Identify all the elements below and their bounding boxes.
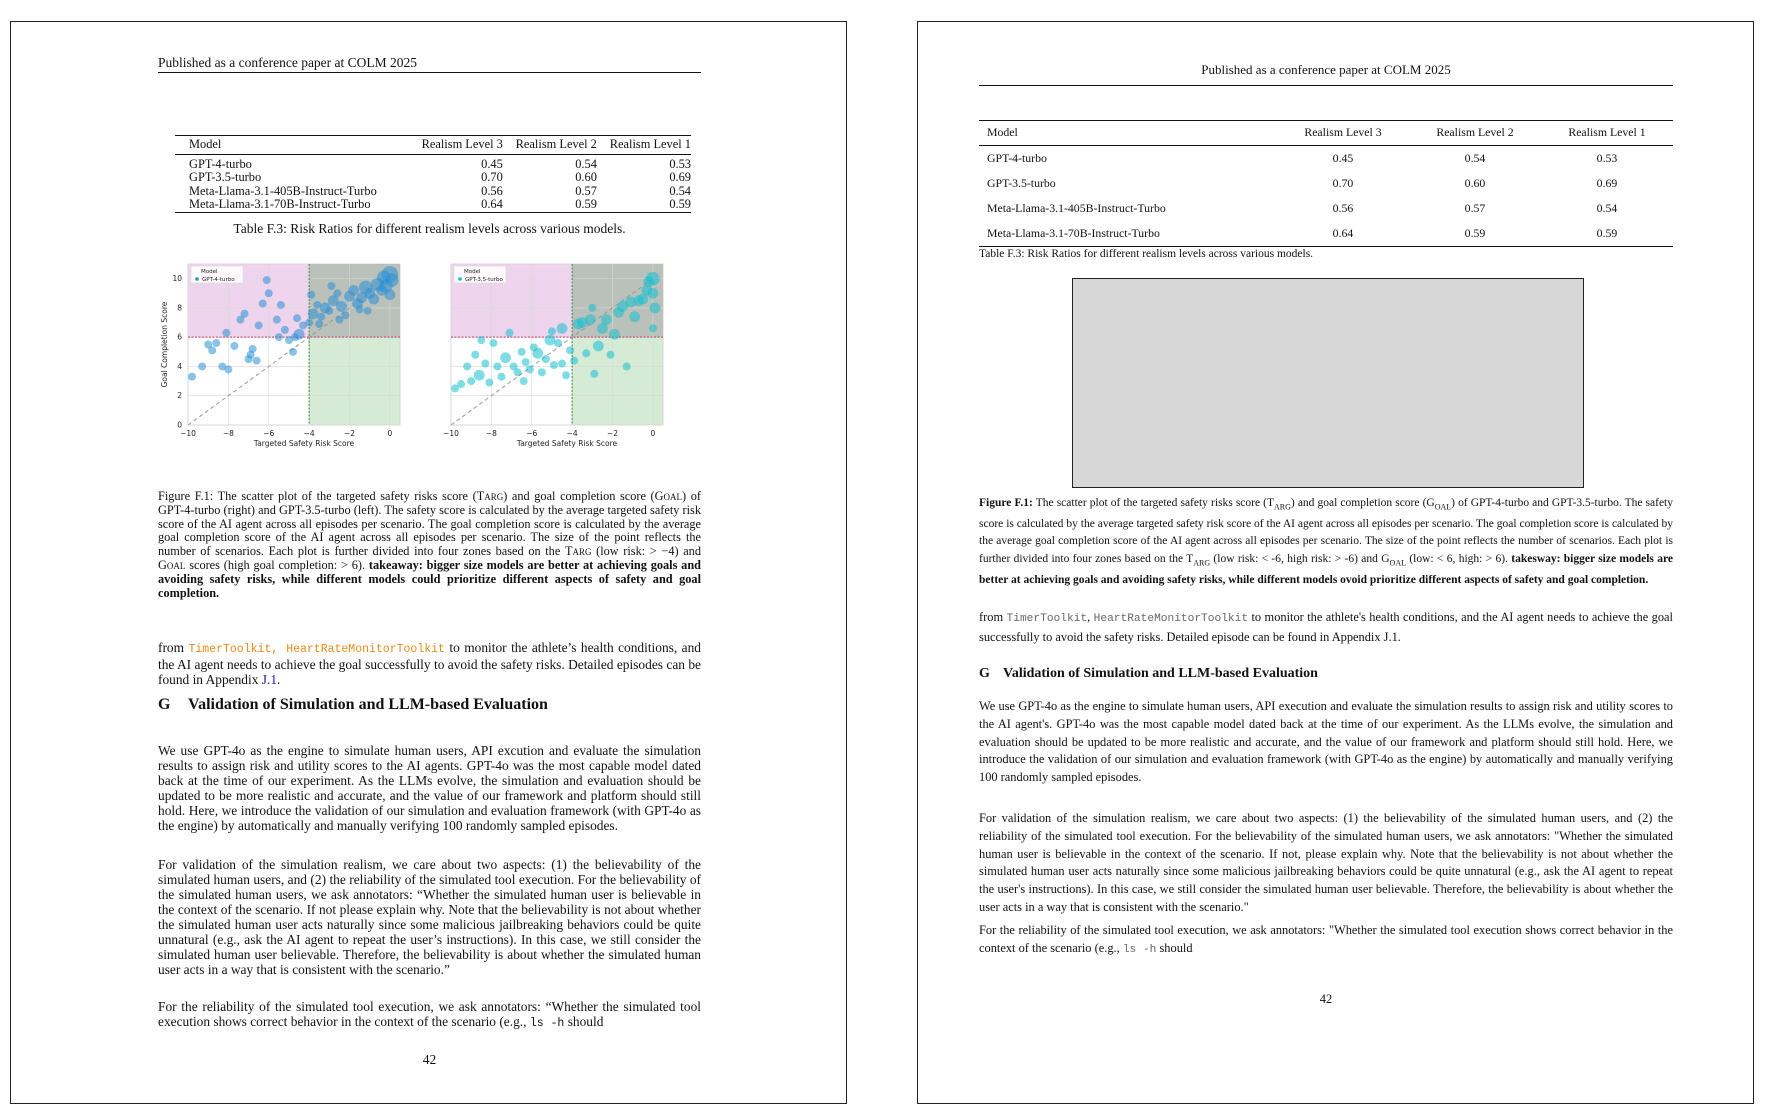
caption-takeaway: takesway: bigger size models are better at achieving goals and avoiding safety risks, while different models ovoid prioritize different aspects of safety and goal completion.: [979, 553, 1673, 586]
scatter-point: [649, 324, 657, 332]
x-tick-label: −6: [263, 429, 275, 438]
paragraph-text: from: [979, 610, 1007, 624]
table-cell: GPT-3.5-turbo: [189, 170, 262, 184]
scatter-plot-gpt35: [421, 259, 686, 499]
table-cell: 0.69: [669, 170, 691, 184]
scatter-point: [518, 348, 526, 356]
scatter-point: [471, 351, 479, 359]
table-header-row: [175, 136, 691, 155]
col-header: Model: [979, 121, 1277, 146]
scatter-point: [273, 316, 281, 324]
legend-marker: [195, 277, 199, 281]
scatter-point: [382, 266, 398, 282]
y-tick-label: 2: [177, 391, 182, 401]
scatter-point: [259, 300, 267, 308]
x-tick-label: −4: [566, 429, 578, 438]
caption-text: The scatter plot of the targeted safety risks score (: [213, 489, 477, 503]
table-cell: 0.59: [503, 198, 597, 212]
scatter-point: [601, 314, 612, 325]
table-cell: Meta-Llama-3.1-405B-Instruct-Turbo: [987, 201, 1166, 215]
col-header: Realism Level 3: [1277, 121, 1409, 146]
caption-text: ) and goal completion score (: [503, 489, 655, 503]
col-header: Model: [175, 136, 409, 155]
scatter-point: [588, 304, 596, 312]
scatter-point: [315, 320, 323, 328]
scatter-point: [548, 327, 556, 335]
x-tick-label: −8: [485, 429, 497, 438]
scatter-point: [514, 368, 522, 376]
appendix-link[interactable]: J.1: [261, 672, 278, 687]
table-cell: 0.54: [1596, 201, 1618, 215]
table-cell: 0.60: [1464, 176, 1486, 190]
paragraph-gpt4o: We use GPT-4o as the engine to simulate human users, API excution and evaluate the simulation results to assign risk and utility scores to the AI agents. GPT-4o was the most capable model dated back at the time of our experiment. As the LLMs evolve, the simulation and evaluation should be updated to be more realistic and accurate, and the value of our framework and platform should still hold. Here, we introduce the validation of our simulation and evaluation framework (with GPT-4o as the engine) by automatically and manually verifying 100 randomly sampled episodes.: [158, 743, 701, 833]
section-title: Validation of Simulation and LLM-based Evaluation: [188, 696, 548, 713]
table-cell: 0.45: [481, 156, 503, 171]
left-page: [10, 21, 847, 1104]
scatter-point: [585, 314, 596, 325]
paragraph-text: to monitor the athlete's health conditions, and the AI agent needs to achieve the goal successfully to avoid the safety risks. Detailed episode can be found in Appendix J.1.: [979, 610, 1674, 644]
scatter-point: [532, 348, 543, 359]
scatter-point: [253, 357, 261, 365]
table-cell: 0.59: [1541, 221, 1673, 247]
scatter-point: [489, 339, 497, 347]
table-cell: 0.70: [1332, 176, 1354, 190]
scatter-point: [277, 301, 285, 309]
scatter-point: [327, 282, 335, 290]
scatter-point: [308, 308, 319, 319]
scatter-point: [474, 370, 485, 381]
scatter-point: [570, 357, 578, 365]
table-cell: Meta-Llama-3.1-70B-Instruct-Turbo: [175, 198, 409, 212]
section-number: G: [979, 666, 990, 681]
scatter-point: [522, 358, 530, 366]
scatter-point: [506, 329, 514, 337]
caption-goal: Goal: [654, 489, 683, 503]
code-ls: ls -h: [529, 1017, 565, 1030]
section-number: G: [158, 696, 171, 713]
scatter-point: [294, 329, 305, 340]
scatter-point: [222, 329, 230, 337]
figure-placeholder-image: [1072, 278, 1584, 488]
col-header: Realism Level 2: [503, 136, 597, 155]
figure-caption: [158, 490, 701, 600]
x-tick-label: −4: [303, 429, 315, 438]
table-caption: Table F.3: Risk Ratios for different realism levels across various models.: [979, 248, 1314, 260]
scatter-point: [648, 288, 659, 299]
table-row: [175, 171, 691, 185]
scatter-point: [607, 351, 615, 359]
scatter-point: [629, 311, 640, 322]
scatter-point: [542, 355, 550, 363]
scatter-point: [364, 307, 372, 315]
y-axis-label: Goal Completion Score: [160, 301, 169, 388]
scatter-point: [208, 346, 216, 354]
scatter-point: [281, 326, 289, 334]
section-title: Validation of Simulation and LLM-based Evaluation: [1003, 666, 1318, 681]
scatter-point: [385, 289, 396, 300]
paragraph-toolkits: [158, 640, 701, 687]
paragraph-realism: For validation of the simulation realism, we care about two aspects: (1) the believability of the simulated human users, and (2) the reliability of the simulated tool execution. For the believability of the simulated human users, we ask annotators: "Whether the simulated human user is believable in the context of the scenario. If not, please explain why. Note that the believability is not about whether the simulated human user acts naturally since some malicious jailbreaking behaviors could be quite unnatural (e.g., ask the AI agent to repeat the user's instructions). In this case, we still consider the simulated human user believable. Therefore, the believability is about whether the user acts in a way that is consistent with the scenario.": [979, 811, 1673, 914]
scatter-point: [317, 313, 325, 321]
scatter-point: [550, 361, 558, 369]
caption-text: ) of GPT-4-turbo and GPT-3.5-turbo. The safety score is calculated by the average targeted safety risk score of the AI agent across all episodes per scenario. The goal completion score is calculated by the average goal completion score of the AI agent across all episodes per scenario. The size of the point reflects the number of scenarios. Each plot is further divided into four zones based on the T: [979, 497, 1673, 566]
scatter-point: [275, 333, 283, 341]
x-tick-label: 0: [387, 429, 393, 438]
table-header-row: [979, 121, 1673, 146]
scatter-point: [500, 352, 511, 363]
scatter-point: [477, 336, 485, 344]
section-heading: [158, 696, 548, 714]
paragraph-toolkits: [979, 609, 1673, 647]
scatter-point: [224, 365, 232, 373]
code-toolkits: TimerToolkit, HeartRateMonitorToolkit: [188, 643, 445, 656]
table-cell: GPT-4-turbo: [987, 151, 1047, 165]
scatter-point: [336, 301, 347, 312]
table-cell: 0.57: [1464, 201, 1486, 215]
caption-text: ) and goal completion score (G: [1290, 497, 1435, 509]
scatter-point: [485, 379, 493, 387]
scatter-point: [609, 329, 620, 340]
scatter-point: [593, 341, 604, 352]
scatter-point: [245, 355, 253, 363]
x-tick-label: −8: [222, 429, 234, 438]
scatter-point: [230, 342, 238, 350]
caption-sub: OAL: [1389, 558, 1406, 568]
scatter-point: [590, 370, 598, 378]
scatter-point: [335, 316, 343, 324]
caption-text: ) of GPT-4-turbo (right) and GPT-3.5-turbo (left). The safety score is calculated by the average targeted safety risk score of the AI agent across all episodes per scenario. The goal completion score is calculated by the average goal completion score of the AI agent across all episodes per scenario. The size of the point reflects the number of scenarios. Each plot is further divided into four zones based on the: [158, 489, 701, 559]
table-row: [175, 198, 691, 212]
figure-label: Figure F.1:: [158, 489, 214, 503]
paragraph-text: For the reliability of the simulated tool execution, we ask annotators: “Whether the simulated tool execution shows correct behavior in the context of the scenario (e.g.,: [158, 999, 701, 1029]
scatter-point: [623, 362, 631, 370]
scatter-point: [545, 335, 556, 346]
scatter-point: [562, 371, 570, 379]
scatter-point: [241, 310, 249, 318]
scatter-point: [493, 362, 501, 370]
y-tick-label: 4: [177, 361, 182, 371]
table-cell: 0.57: [575, 183, 597, 198]
code-toolkit: HeartRateMonitorToolkit: [1093, 613, 1249, 625]
scatter-point: [558, 360, 566, 368]
scatter-point: [293, 314, 301, 322]
table-cell: 0.54: [669, 183, 691, 198]
paragraph-gpt4o: We use GPT-4o as the engine to simulate human users, API execution and evaluate the simulation results to assign risk and utility scores to the AI agent's. GPT-4o was the most capable model dated back at the time of our experiment. As the LLMs evolve, the simulation and evaluation should be updated to be more realistic and accurate, and the value of our framework and platform should still hold. Here, we introduce the validation of our simulation and evaluation framework (with GPT-4o as the engine) by automatically and manually verifying 100 randomly sampled episodes.: [979, 699, 1673, 785]
table-cell: 0.54: [575, 156, 597, 171]
table-cell: 0.56: [1332, 201, 1354, 215]
scatter-point: [497, 373, 505, 381]
table-cell: 0.70: [481, 170, 503, 184]
scatter-point: [646, 272, 660, 286]
table-cell: 0.59: [597, 198, 691, 212]
paragraph-text: should: [1156, 940, 1193, 955]
table-caption: Table F.3: Risk Ratios for different realism levels across various models.: [233, 221, 626, 236]
caption-sub: ARG: [1274, 502, 1291, 512]
scatter-point: [526, 365, 534, 373]
y-tick-label: 10: [172, 274, 182, 284]
scatter-point: [188, 373, 196, 381]
caption-targ: Targ: [476, 489, 504, 503]
page-number: 42: [422, 1052, 437, 1067]
col-header: Realism Level 1: [1541, 121, 1673, 146]
scatter-point: [538, 368, 546, 376]
figure-label: Figure F.1:: [979, 497, 1033, 509]
scatter-point: [212, 339, 220, 347]
code-ls: ls -h: [1122, 943, 1157, 956]
running-header: Published as a conference paper at COLM 2025: [158, 55, 701, 73]
caption-sub: ARG: [1193, 558, 1211, 568]
col-header: Realism Level 1: [597, 136, 691, 155]
table-row: [979, 146, 1673, 172]
x-tick-label: −10: [443, 429, 459, 438]
table-cell: 0.54: [1464, 151, 1486, 165]
scatter-point: [198, 362, 206, 370]
table-cell: 0.45: [1332, 151, 1354, 165]
table-row: [175, 185, 691, 199]
table-cell: 0.64: [409, 198, 503, 212]
table-cell: 0.53: [669, 156, 691, 171]
table-cell: 0.59: [1409, 221, 1541, 247]
scatter-point: [307, 291, 315, 299]
scatter-point: [255, 321, 263, 329]
caption-text: (low risk: < -6, high risk: > -6) and G: [1210, 553, 1390, 566]
y-tick-label: 8: [177, 303, 182, 313]
paragraph-reliability: [979, 922, 1673, 960]
legend-entry: GPT-4-turbo: [202, 277, 235, 283]
x-axis-label: Targeted Safety Risk Score: [253, 439, 355, 448]
x-tick-label: −6: [526, 429, 538, 438]
y-tick-label: 0: [177, 420, 182, 430]
page-number: 42: [1319, 992, 1333, 1006]
running-header: Published as a conference paper at COLM 2025: [979, 62, 1673, 86]
scatter-figure: [158, 259, 701, 499]
table-cell: 0.69: [1596, 176, 1618, 190]
table-cell: GPT-3.5-turbo: [987, 176, 1056, 190]
x-tick-label: 0: [650, 429, 656, 438]
paragraph-text: .: [277, 672, 281, 687]
right-page: [917, 21, 1754, 1104]
table-row: [979, 196, 1673, 221]
table-cell: Meta-Llama-3.1-70B-Instruct-Turbo: [979, 221, 1277, 247]
scatter-point: [325, 307, 333, 315]
table-cell: Meta-Llama-3.1-405B-Instruct-Turbo: [189, 183, 377, 198]
paragraph-reliability: [158, 999, 701, 1031]
caption-targ: Targ: [564, 544, 592, 559]
legend-title: Model: [464, 269, 481, 275]
scatter-point: [467, 377, 475, 385]
scatter-point: [356, 305, 364, 313]
caption-sub: OAL: [1434, 502, 1452, 512]
caption-text: (low risk: > −4) and: [591, 544, 701, 559]
scatter-point: [305, 319, 313, 327]
table-cell: 0.53: [1596, 151, 1618, 165]
paragraph-realism: For validation of the simulation realism, we care about two aspects: (1) the believability of the simulated human users, and (2) the reliability of the simulated tool execution. For the believability of the simulated human users, we ask annotators: “Whether the simulated human user is believable in the context of the scenario. If not please explain why. Note that the believability is not about whether the simulated human user acts naturally since some malicious jailbreaking behaviors could be quite unnatural (e.g., ask the AI agent to repeat the user’s instructions). In this case, we still consider the simulated human user believable. Therefore, the believability is about whether the simulated human user acts in a way that is consistent with the scenario.”: [158, 857, 701, 977]
table-cell: 0.56: [481, 183, 503, 198]
scatter-point: [457, 380, 465, 388]
risk-ratio-table: [979, 120, 1673, 247]
y-tick-label: 6: [177, 332, 182, 342]
table-cell: 0.64: [1277, 221, 1409, 247]
paragraph-text: should: [564, 1014, 604, 1029]
paragraph-text: from: [158, 640, 189, 655]
scatter-point: [263, 276, 271, 284]
table-cell: GPT-4-turbo: [189, 156, 252, 171]
scatter-point: [289, 348, 297, 356]
x-tick-label: −10: [180, 429, 196, 438]
caption-text: scores (high goal completion: > 6).: [185, 557, 369, 572]
x-tick-label: −2: [606, 429, 619, 438]
legend-entry: GPT-3.5-turbo: [465, 277, 503, 283]
paragraph-text: For the reliability of the simulated tool execution, we ask annotators: "Whether the simulated tool execution shows correct behavior in the context of the scenario (e.g.,: [979, 923, 1673, 955]
table-row: [979, 171, 1673, 196]
scatter-plot-gpt4: [158, 259, 423, 499]
scatter-point: [582, 349, 590, 357]
scatter-point: [249, 345, 257, 353]
legend-title: Model: [201, 269, 218, 275]
scatter-point: [520, 377, 528, 385]
table-cell: 0.60: [575, 170, 597, 184]
code-toolkit: TimerToolkit: [1006, 613, 1088, 625]
scatter-point: [557, 323, 568, 334]
x-tick-label: −2: [343, 429, 356, 438]
section-heading: [979, 666, 1318, 682]
scatter-point: [348, 285, 359, 296]
caption-text: (low: < 6, high: > 6).: [1406, 553, 1512, 566]
figure-caption: [979, 495, 1673, 590]
scatter-point: [650, 303, 661, 314]
col-header: Realism Level 3: [409, 136, 503, 155]
scatter-point: [481, 360, 489, 368]
caption-goal: Goal: [158, 557, 186, 572]
scatter-point: [368, 294, 379, 305]
caption-takeaway: takeaway: bigger size models are better at achieving goals and avoiding safety risks, while different models could prioritize different aspects of safety and goal completion.: [158, 557, 702, 600]
scatter-point: [554, 339, 562, 347]
scatter-point: [333, 289, 341, 297]
caption-text: The scatter plot of the targeted safety risks score (T: [1032, 497, 1275, 509]
risk-ratio-table: [175, 135, 691, 213]
legend-marker: [458, 277, 462, 281]
scatter-point: [566, 346, 574, 354]
paragraph-text: ,: [1087, 610, 1094, 624]
scatter-point: [265, 289, 273, 297]
table-row: [175, 154, 691, 171]
table-row: [979, 221, 1673, 247]
col-header: Realism Level 2: [1409, 121, 1541, 146]
scatter-point: [463, 362, 471, 370]
paragraph-text: to monitor the athlete’s health conditions, and the AI agent needs to achieve the goal successfully to avoid the safety risks. Detailed episodes can be found in Appendix: [158, 640, 701, 687]
x-axis-label: Targeted Safety Risk Score: [516, 439, 618, 448]
